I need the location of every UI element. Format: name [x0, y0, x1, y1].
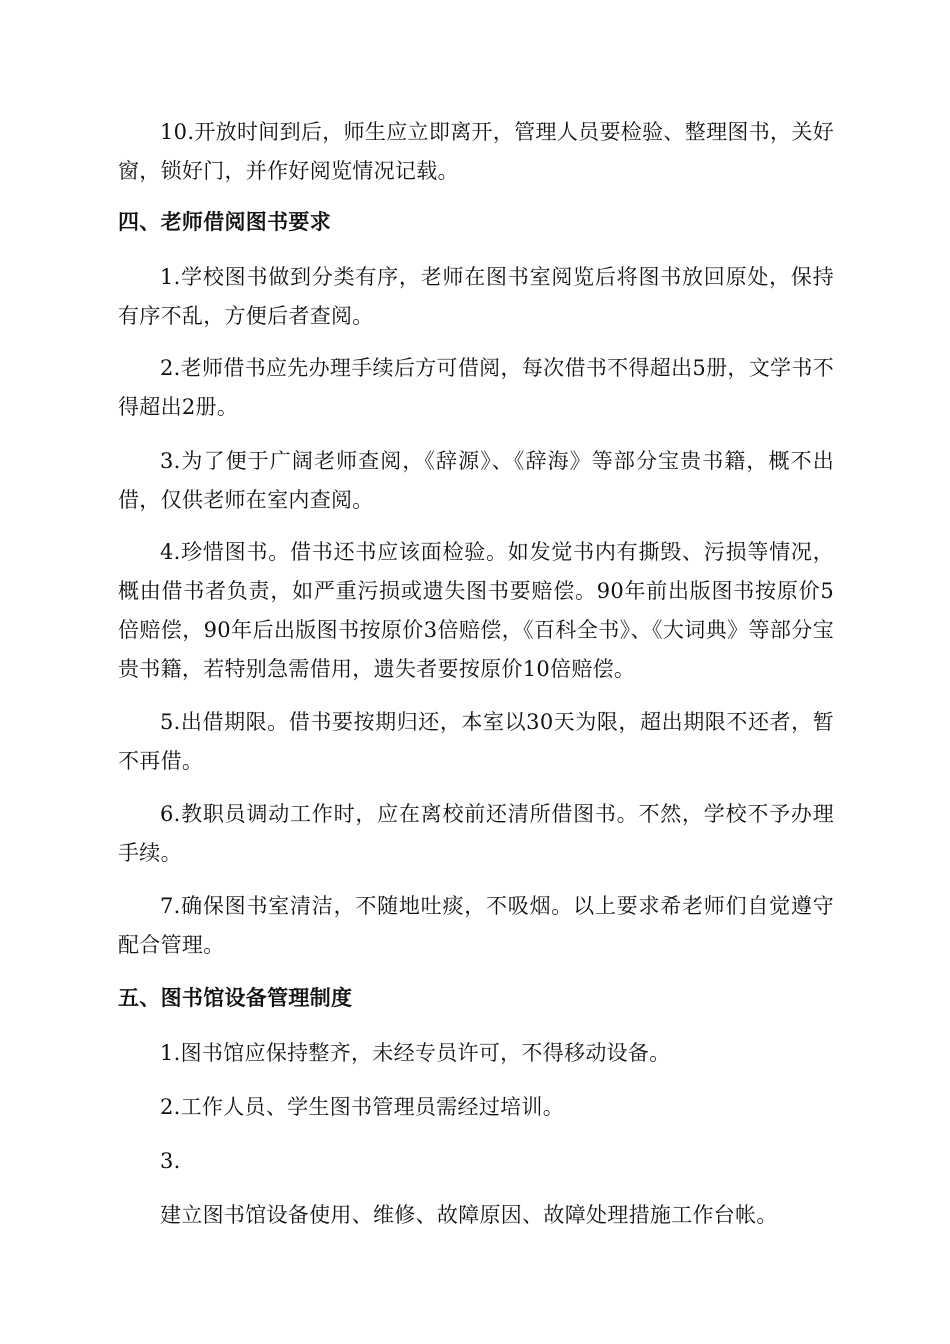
paragraph-equipment-3-number: 3.: [160, 1149, 181, 1173]
paragraph-teacher-6: 6.教职员调动工作时，应在离校前还清所借图书。不然，学校不予办理手续。: [118, 802, 834, 865]
section-heading-4: 四、老师借阅图书要求: [118, 210, 331, 234]
paragraph-rule-10: 10.开放时间到后，师生应立即离开，管理人员要检验、整理图书，关好窗，锁好门，并作好阅览情况记载。: [118, 120, 834, 183]
paragraph-teacher-3: 3.为了便于广阔老师查阅，《辞源》、《辞海》等部分宝贵书籍，概不出借，仅供老师在室内查阅。: [118, 449, 834, 512]
paragraph-teacher-1: 1.学校图书做到分类有序，老师在图书室阅览后将图书放回原处，保持有序不乱，方便后者查阅。: [118, 265, 834, 328]
paragraph-teacher-2: 2.老师借书应先办理手续后方可借阅，每次借书不得超出5册，文学书不得超出2册。: [118, 356, 834, 419]
paragraph-teacher-4: 4.珍惜图书。借书还书应该面检验。如发觉书内有撕毁、污损等情况，概由借书者负责，如严重污损或遗失图书要赔偿。90年前出版图书按原价5倍赔偿，90年后出版图书按原价3倍赔偿，《百科全书》、《大词典》等部分宝贵书籍，若特别急需借用，遗失者要按原价10倍赔偿。: [118, 540, 834, 681]
paragraph-teacher-7: 7.确保图书室清洁，不随地吐痰，不吸烟。以上要求希老师们自觉遵守配合管理。: [118, 894, 834, 957]
paragraph-equipment-1: 1.图书馆应保持整齐，未经专员许可，不得移动设备。: [160, 1041, 671, 1065]
section-heading-5: 五、图书馆设备管理制度: [118, 986, 353, 1010]
paragraph-equipment-3-text: 建立图书馆设备使用、维修、故障原因、故障处理措施工作台帐。: [160, 1203, 778, 1227]
paragraph-teacher-5: 5.出借期限。借书要按期归还，本室以30天为限，超出期限不还者，暂不再借。: [118, 710, 834, 773]
paragraph-equipment-2: 2.工作人员、学生图书管理员需经过培训。: [160, 1095, 565, 1119]
